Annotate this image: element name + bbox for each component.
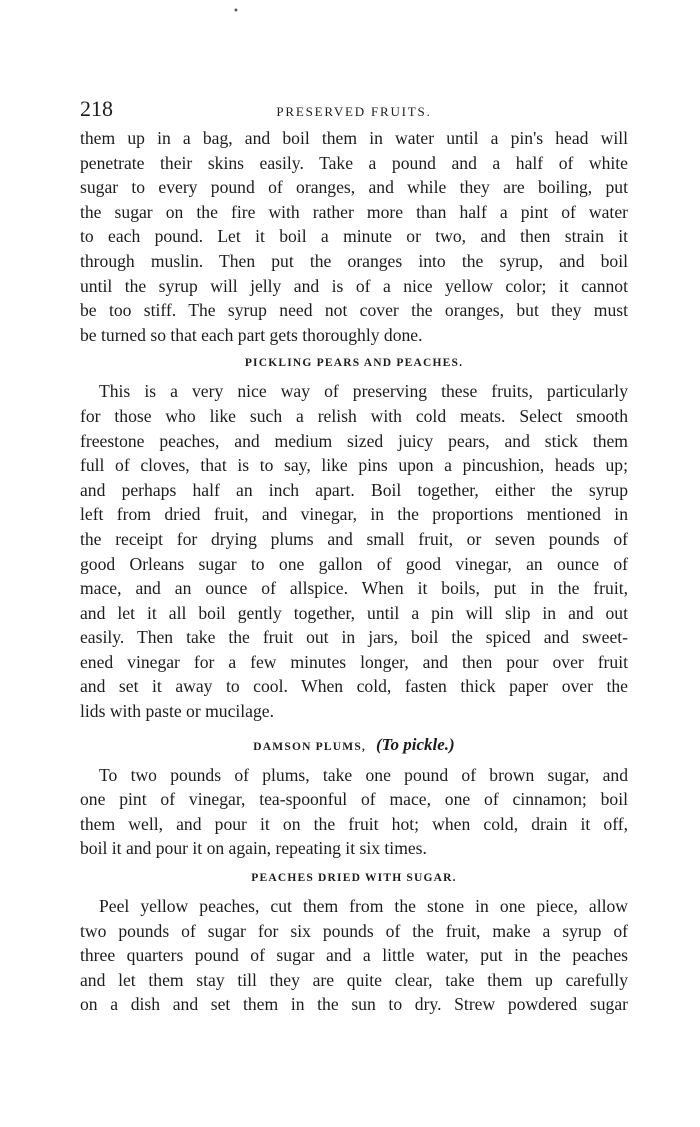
section-heading-pickling-pears: PICKLING PEARS AND PEACHES. — [244, 357, 464, 370]
text-line: penetrate their skins easily. Take a pound and a half of white — [80, 152, 628, 173]
text-line: lids with paste or mucilage. — [80, 701, 274, 722]
text-line: easily. Then take the fruit out in jars, boil the spiced and sweet- — [80, 627, 628, 648]
text-line: and set it away to cool. When cold, fasten thick paper over the — [80, 676, 628, 697]
text-line: on a dish and set them in the sun to dry. Strew powdered sugar — [80, 994, 628, 1015]
section-subheading: (To pickle.) — [376, 734, 455, 754]
text-line: boil it and pour it on again, repeating it six times. — [80, 838, 427, 859]
text-line: sugar to every pound of oranges, and while they are boiling, put — [80, 177, 628, 198]
section-heading-damson-plums — [80, 735, 628, 755]
text-line: ened vinegar for a few minutes longer, and then pour over fruit — [80, 651, 628, 672]
text-line: freestone peaches, and medium sized juicy pears, and stick them — [80, 430, 628, 451]
text-line: left from dried fruit, and vinegar, in the proportions mentioned in — [80, 504, 628, 525]
text-line: and let them stay till they are quite clear, take them up carefully — [80, 969, 628, 990]
paragraph-oranges-continued — [80, 126, 628, 347]
text-line: be turned so that each part gets thoroughly done. — [80, 324, 423, 345]
text-line: and let it all boil gently together, until a pin will slip in and out — [80, 602, 628, 623]
text-line: be too stiff. The syrup need not cover the oranges, but they must — [80, 300, 628, 321]
book-page — [80, 92, 628, 1017]
text-line: three quarters pound of sugar and a little water, put in the peaches — [80, 945, 628, 966]
text-line: two pounds of sugar for six pounds of the fruit, make a syrup of — [80, 920, 628, 941]
text-line: until the syrup will jelly and is of a nice yellow color; it cannot — [80, 275, 628, 296]
text-line: Peel yellow peaches, cut them from the stone in one piece, allow — [99, 896, 628, 917]
text-line: mace, and an ounce of allspice. When it boils, put in the fruit, — [80, 578, 628, 599]
page-number: 218 — [80, 96, 113, 121]
paragraph-peaches-dried — [80, 894, 628, 1017]
text-line: This is a very nice way of preserving these fruits, particularly — [99, 381, 628, 402]
print-speck: • — [233, 6, 239, 17]
text-line: the sugar on the fire with rather more than half a pint of water — [80, 201, 628, 222]
text-line: for those who like such a relish with cold meats. Select smooth — [80, 405, 628, 426]
section-heading-peaches-dried: PEACHES DRIED WITH SUGAR. — [251, 872, 457, 885]
text-line: them up in a bag, and boil them in water until a pin's head will — [80, 128, 628, 148]
paragraph-damson-plums — [80, 763, 628, 861]
text-line: to each pound. Let it boil a minute or two, and then strain it — [80, 226, 628, 247]
text-line: them well, and pour it on the fruit hot; when cold, drain it off, — [80, 813, 628, 834]
running-title: PRESERVED FRUITS. — [276, 104, 432, 119]
running-head — [80, 92, 628, 126]
text-line: and perhaps half an inch apart. Boil together, either the syrup — [80, 479, 628, 500]
text-line: full of cloves, that is to say, like pins upon a pincushion, heads up; — [80, 455, 628, 476]
text-line: the receipt for drying plums and small fruit, or seven pounds of — [80, 528, 628, 549]
paragraph-pickling-pears — [80, 379, 628, 723]
text-line: good Orleans sugar to one gallon of good vinegar, an ounce of — [80, 553, 628, 574]
text-line: through muslin. Then put the oranges into the syrup, and boil — [80, 250, 628, 271]
section-heading-text: DAMSON PLUMS, — [253, 740, 367, 753]
text-line: one pint of vinegar, tea-spoonful of mace, one of cinnamon; boil — [80, 789, 628, 810]
text-line: To two pounds of plums, take one pound of brown sugar, and — [99, 764, 628, 785]
